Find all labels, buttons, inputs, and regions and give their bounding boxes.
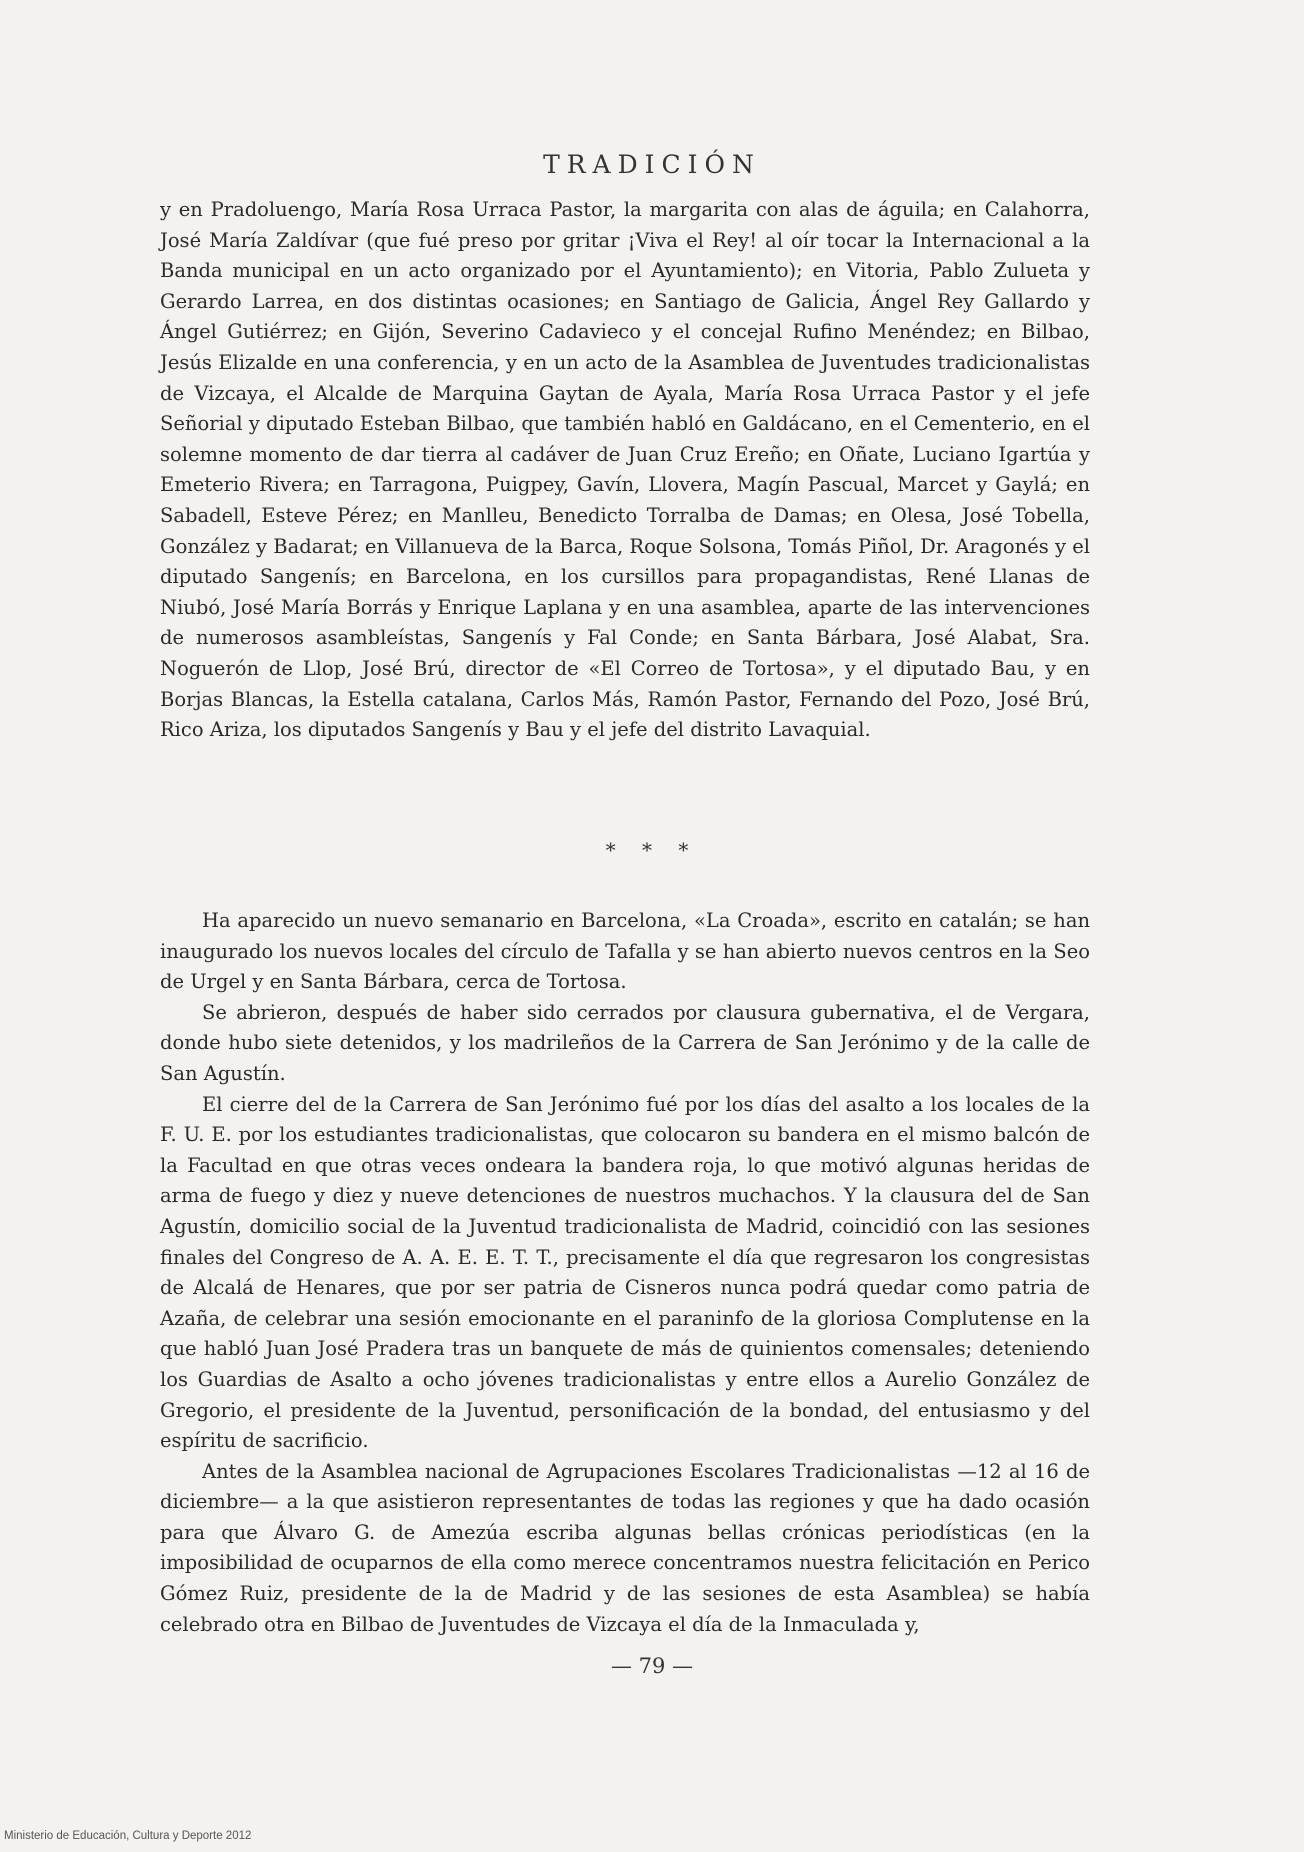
paragraph: Antes de la Asamblea nacional de Agrupaciones Escolares Tradicionalistas —12 al 16 de diciembre— a la que asistieron representantes de todas las regiones y que ha dado ocasión para que Álvaro G. de Amezúa escriba algunas bellas crónicas periodísticas (en la imposibilidad de ocuparnos de ella como merece concentramos nuestra felicitación en Perico Gómez Ruiz, presidente de la de Madrid y de las sesiones de esta Asamblea) se había celebrado otra en Bilbao de Juventudes de Vizcaya el día de la Inmaculada y,: [160, 1459, 1090, 1636]
paragraph: Se abrieron, después de haber sido cerrados por clausura gubernativa, el de Vergara, donde hubo siete detenidos, y los madrileños de la Carrera de San Jerónimo y de la calle de San Agustín.: [160, 1000, 1090, 1085]
paragraph: El cierre del de la Carrera de San Jerónimo fué por los días del asalto a los locales de la F. U. E. por los estudiantes tradicionalistas, que colocaron su bandera en el mismo balcón de la Facultad en que otras veces ondeara la bandera roja, lo que motivó algunas heridas de arma de fuego y diez y nueve detenciones de nuestros muchachos. Y la clausura del de San Agustín, domicilio social de la Juventud tradicionalista de Madrid, coincidió con las sesiones finales del Congreso de A. A. E. E. T. T., precisamente el día que regresaron los congresistas de Alcalá de Henares, que por ser patria de Cisneros nunca podrá quedar como patria de Azaña, de celebrar una sesión emocionante en el paraninfo de la gloriosa Complutense en la que habló Juan José Pradera tras un banquete de más de quinientos comensales; deteniendo los Guardias de Asalto a ocho jóvenes tradicionalistas y entre ellos a Aurelio González de Gregorio, el presidente de la Juventud, personificación de la bondad, del entusiasmo y del espíritu de sacrificio.: [160, 1092, 1090, 1453]
text-block-top: [160, 195, 1090, 746]
paragraph: y en Pradoluengo, María Rosa Urraca Pastor, la margarita con alas de águila; en Calahorra, José María Zaldívar (que fué preso por gritar ¡Viva el Rey! al oír tocar la Internacional a la Banda municipal en un acto organizado por el Ayuntamiento); en Vitoria, Pablo Zulueta y Gerardo Larrea, en dos distintas ocasiones; en Santiago de Galicia, Ángel Rey Gallardo y Ángel Gutiérrez; en Gijón, Severino Cadavieco y el concejal Rufino Menéndez; en Bilbao, Jesús Elizalde en una conferencia, y en un acto de la Asamblea de Juventudes tradicionalistas de Vizcaya, el Alcalde de Marquina Gaytan de Ayala, María Rosa Urraca Pastor y el jefe Señorial y diputado Esteban Bilbao, que también habló en Galdácano, en el Cementerio, en el solemne momento de dar tierra al cadáver de Juan Cruz Ereño; en Oñate, Luciano Igartúa y Emeterio Rivera; en Tarragona, Puigpey, Gavín, Llovera, Magín Pascual, Marcet y Gaylá; en Sabadell, Esteve Pérez; en Manlleu, Benedicto Torralba de Damas; en Olesa, José Tobella, González y Badarat; en Villanueva de la Barca, Roque Solsona, Tomás Piñol, Dr. Aragonés y el diputado Sangenís; en Barcelona, en los cursillos para propagandistas, René Llanas de Niubó, José María Borrás y Enrique Laplana y en una asamblea, aparte de las intervenciones de numerosos asambleístas, Sangenís y Fal Conde; en Santa Bárbara, José Alabat, Sra. Noguerón de Llop, José Brú, director de «El Correo de Tortosa», y el diputado Bau, y en Borjas Blancas, la Estella catalana, Carlos Más, Ramón Pastor, Fernando del Pozo, José Brú, Rico Ariza, los diputados Sangenís y Bau y el jefe del distrito Lavaquial.: [160, 198, 1090, 742]
text-block-bottom: [160, 906, 1090, 1640]
paragraph: Ha aparecido un nuevo semanario en Barcelona, «La Croada», escrito en catalán; se han inaugurado los nuevos locales del círculo de Tafalla y se han abierto nuevos centros en la Seo de Urgel y en Santa Bárbara, cerca de Tortosa.: [160, 909, 1090, 994]
digitization-credit: Ministerio de Educación, Cultura y Deporte 2012: [4, 1830, 252, 1842]
running-header: TRADICIÓN: [543, 150, 761, 179]
page-number: — 79 —: [610, 1654, 694, 1678]
section-separator: * * *: [605, 838, 699, 862]
